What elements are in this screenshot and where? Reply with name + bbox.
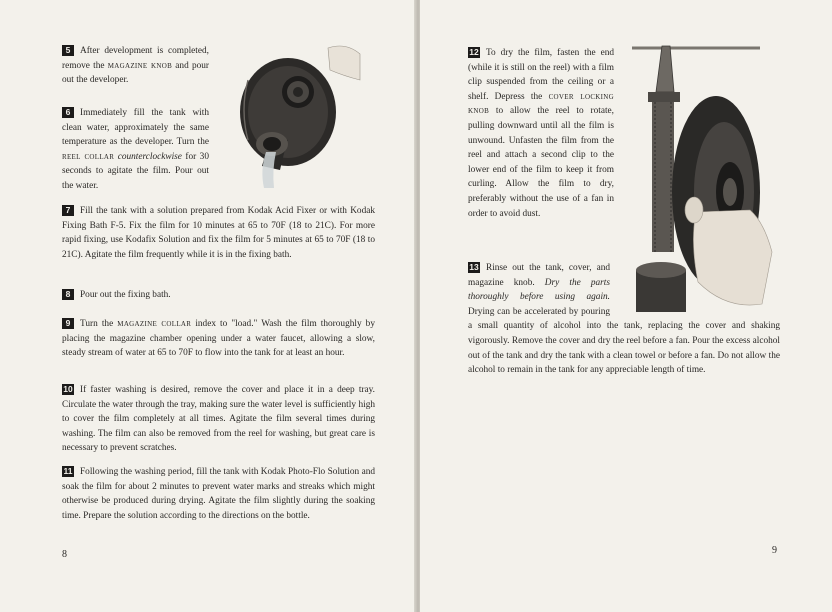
step-9-number: 9 xyxy=(62,318,74,329)
photo-wrap-space xyxy=(610,261,780,319)
step-11: 11 Following the washing period, fill the tank with Kodak Photo-Flo Solution and soak the film for about 2 minutes to prevent water marks and streaks which might otherwise be produced during drying. Agitate the film slightly during the soaking time. Prepare the solution according to the directions on the bottle. xyxy=(62,466,375,521)
page-number-right: 9 xyxy=(772,545,777,556)
step-13-number: 13 xyxy=(469,262,479,272)
step-7-number: 7 xyxy=(62,205,74,216)
step-10-number: 10 xyxy=(63,384,73,394)
step-9: 9 Turn the magazine collar index to "load." Wash the film thoroughly by placing the magazine chamber opening under a water faucet, allowing a slow, steady stream of water at 65 to 70F to flow into the tank for at least an hour. xyxy=(62,318,375,359)
tank-pouring-photo xyxy=(226,40,362,190)
page-number-left: 8 xyxy=(62,549,67,560)
step-13: 13 Rinse out the tank, cover, and magazine knob. Dry the parts thoroughly before using again. Drying can be accelerated by pouring a small quantity of alcohol into the tank, replacing the cover and shaking vigorously. Remove the cover and dry the reel before a fan. Pour the excess alcohol out of the tank and dry the tank with a clean towel or before a fan. Do not allow the alcohol to remain in the tank for any appreciable length of time. xyxy=(468,262,780,376)
step-6-number: 6 xyxy=(62,107,74,118)
step-6: 6 Immediately fill the tank with clean water, approximately the same temperature as the developer. Turn the reel collar counterclockwise for 30 seconds to agitate the film. Pour out the water. xyxy=(62,107,209,191)
step-11-number: 11 xyxy=(63,466,73,476)
step-5: 5 After development is completed, remove the magazine knob and pour out the developer. xyxy=(62,45,209,86)
step-8: 8 Pour out the fixing bath. xyxy=(62,288,375,303)
right-page xyxy=(420,0,832,612)
step-8-number: 8 xyxy=(62,289,74,300)
step-5-number: 5 xyxy=(62,45,74,56)
step-12: 12 To dry the film, fasten the end (while it is still on the reel) with a film clip suspended from the ceiling or a shelf. Depress the cover locking knob to allow the reel to rotate, pulling downward until all the film is unwound. Unfasten the film from the reel and attach a second clip to the lower end of the film to keep it from curling. Allow the film to dry, preferably without the use of a fan in order to avoid dust. xyxy=(468,47,614,219)
step-10: 10 If faster washing is desired, remove the cover and place it in a deep tray. Circulate the water through the tray, making sure the water level is sufficiently high to cover the film completely at all times. Agitate the film several times during washing. The film can also be removed from the reel for washing, but great care is necessary to prevent scratches. xyxy=(62,384,375,454)
step-7: 7 Fill the tank with a solution prepared from Kodak Acid Fixer or with Kodak Fixing Bath F-5. Fix the film for 10 minutes at 65 to 70F (18 to 21C). For more rapid fixing, use Kodafix Solution and fix the film for 5 minutes at 65 to 70F (18 to 21C). Agitate the film frequently while it is in the fixing bath. xyxy=(62,205,375,260)
step-12-number: 12 xyxy=(469,47,479,57)
